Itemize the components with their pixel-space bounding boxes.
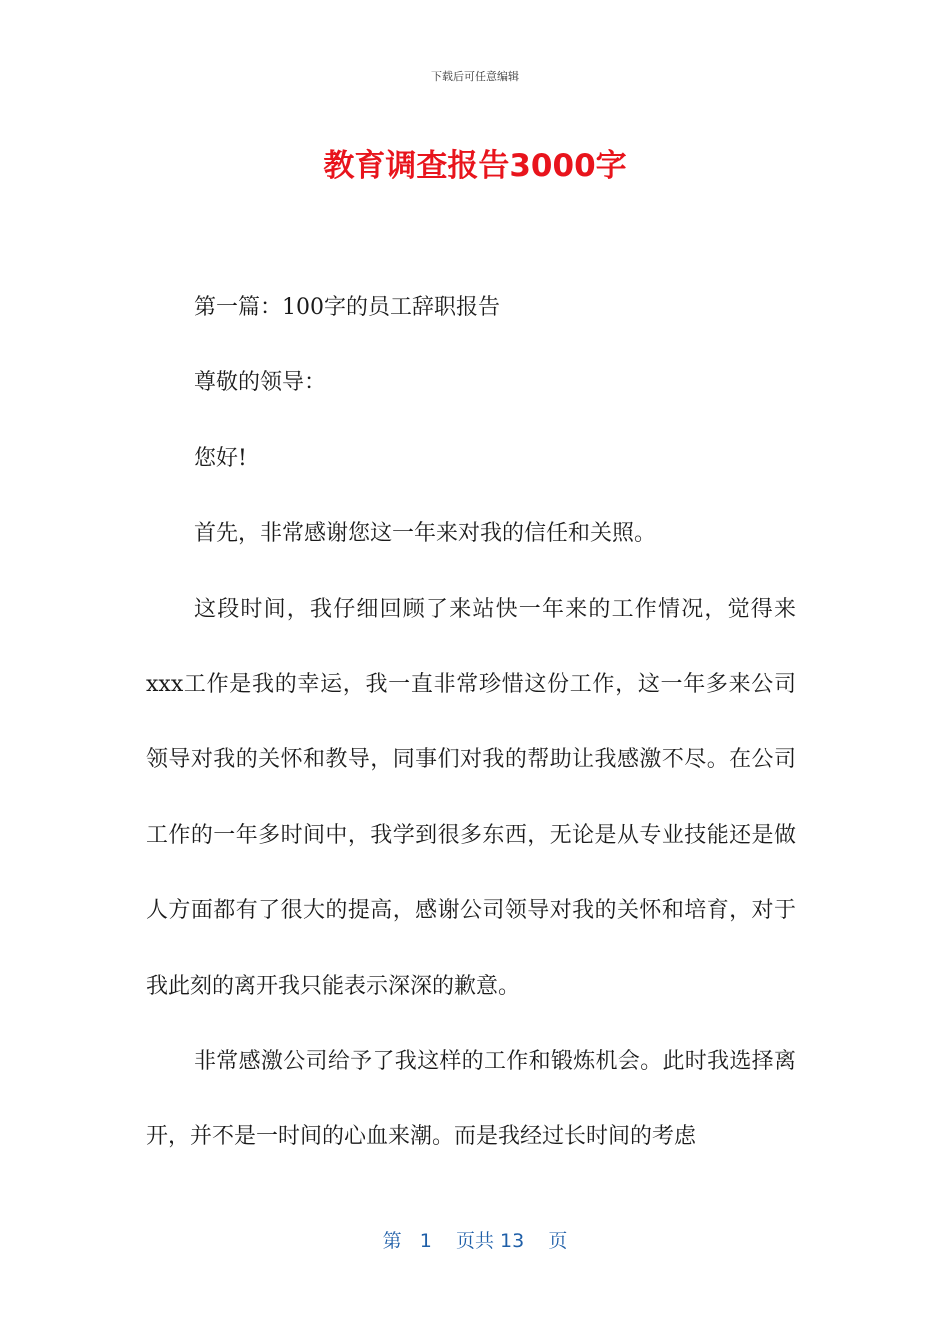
footer-current-page: 1: [419, 1230, 432, 1252]
footer-prefix: 第: [382, 1230, 402, 1252]
document-body: [146, 270, 796, 1175]
paragraph-heading: 第一篇：100字的员工辞职报告: [194, 295, 500, 320]
footer-suffix: 页: [548, 1230, 568, 1252]
page-footer: [0, 1226, 950, 1253]
paragraph-greeting: 您好!: [194, 445, 247, 471]
paragraph-review: 这段时间，我仔细回顾了来站快一年来的工作情况，觉得来xxx工作是我的幸运，我一直非常珍惜这份工作，这一年多来公司领导对我的关怀和教导，同事们对我的帮助让我感激不尽。在公司工作的一年多时间中，我学到很多东西，无论是从专业技能还是做人方面都有了很大的提高，感谢公司领导对我的关怀和培育，对于我此刻的离开我只能表示深深的歉意。: [146, 596, 796, 999]
header-note: 下载后可任意编辑: [431, 70, 519, 83]
paragraph-salutation: 尊敬的领导：: [194, 370, 327, 396]
document-title: 教育调查报告3000字: [323, 148, 627, 184]
footer-total-pages: 13: [500, 1230, 525, 1252]
paragraph-gratitude: 非常感激公司给予了我这样的工作和锻炼机会。此时我选择离开，并不是一时间的心血来潮。而是我经过长时间的考虑: [146, 1049, 796, 1150]
footer-middle: 页共: [455, 1230, 494, 1252]
paragraph-thanks: 首先，非常感谢您这一年来对我的信任和关照。: [194, 521, 657, 547]
